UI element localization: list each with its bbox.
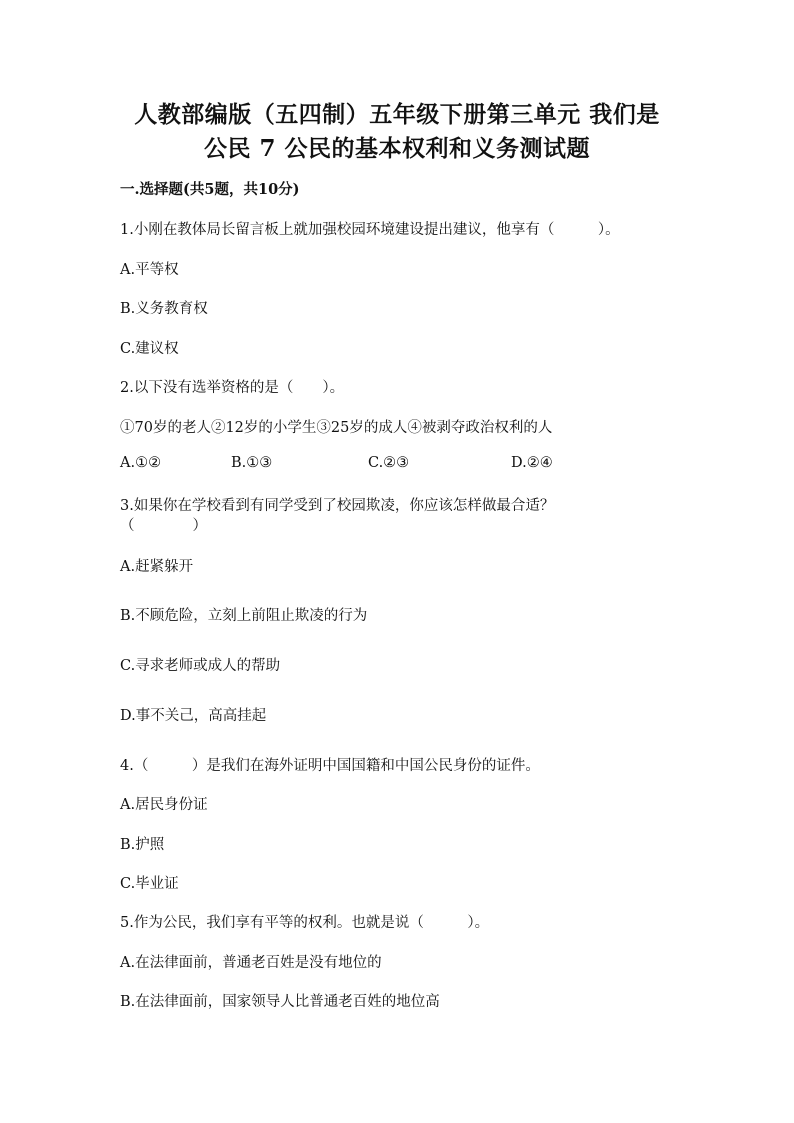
question-2-option-c: C.②③ [368,455,410,471]
title-line-1: 人教部编版（五四制）五年级下册第三单元 我们是 [134,101,660,128]
question-5-option-a: A.在法律面前，普通老百姓是没有地位的 [120,955,382,971]
question-3-stem: 3.如果你在学校看到有同学受到了校园欺凌，你应该怎样做最合适？ [120,498,555,514]
title-line-2: 公民 7 公民的基本权利和义务测试题 [203,135,591,162]
question-2-stem: 2.以下没有选举资格的是（ ）。 [120,380,345,396]
question-3-option-c: C.寻求老师或成人的帮助 [120,658,281,674]
question-2-info: ①70岁的老人②12岁的小学生③25岁的成人④被剥夺政治权利的人 [120,420,553,436]
question-2-option-b: B.①③ [231,455,273,471]
question-1-option-c: C.建议权 [120,341,179,357]
question-2-option-a: A.①② [120,455,162,471]
question-3-option-a: A.赶紧躲开 [120,559,194,575]
question-1-stem: 1.小刚在教体局长留言板上就加强校园环境建设提出建议，他享有（ ）。 [120,222,620,238]
question-2-option-d: D.②④ [511,455,553,471]
question-1-option-b: B.义务教育权 [120,301,208,317]
question-1-option-a: A.平等权 [120,262,179,278]
question-4-option-a: A.居民身份证 [120,797,208,813]
question-3-blank: （ ） [120,518,207,534]
question-4-option-c: C.毕业证 [120,876,179,892]
question-3-option-d: D.事不关己，高高挂起 [120,708,267,724]
question-5-stem: 5.作为公民，我们享有平等的权利。也就是说（ ）。 [120,915,490,931]
question-3-option-b: B.不顾危险，立刻上前阻止欺凌的行为 [120,608,368,624]
question-4-stem: 4.（ ）是我们在海外证明中国国籍和中国公民身份的证件。 [120,758,540,774]
question-4-option-b: B.护照 [120,837,165,853]
section-heading: 一.选择题(共5题，共10分) [120,181,300,198]
question-5-option-b: B.在法律面前，国家领导人比普通老百姓的地位高 [120,994,440,1010]
